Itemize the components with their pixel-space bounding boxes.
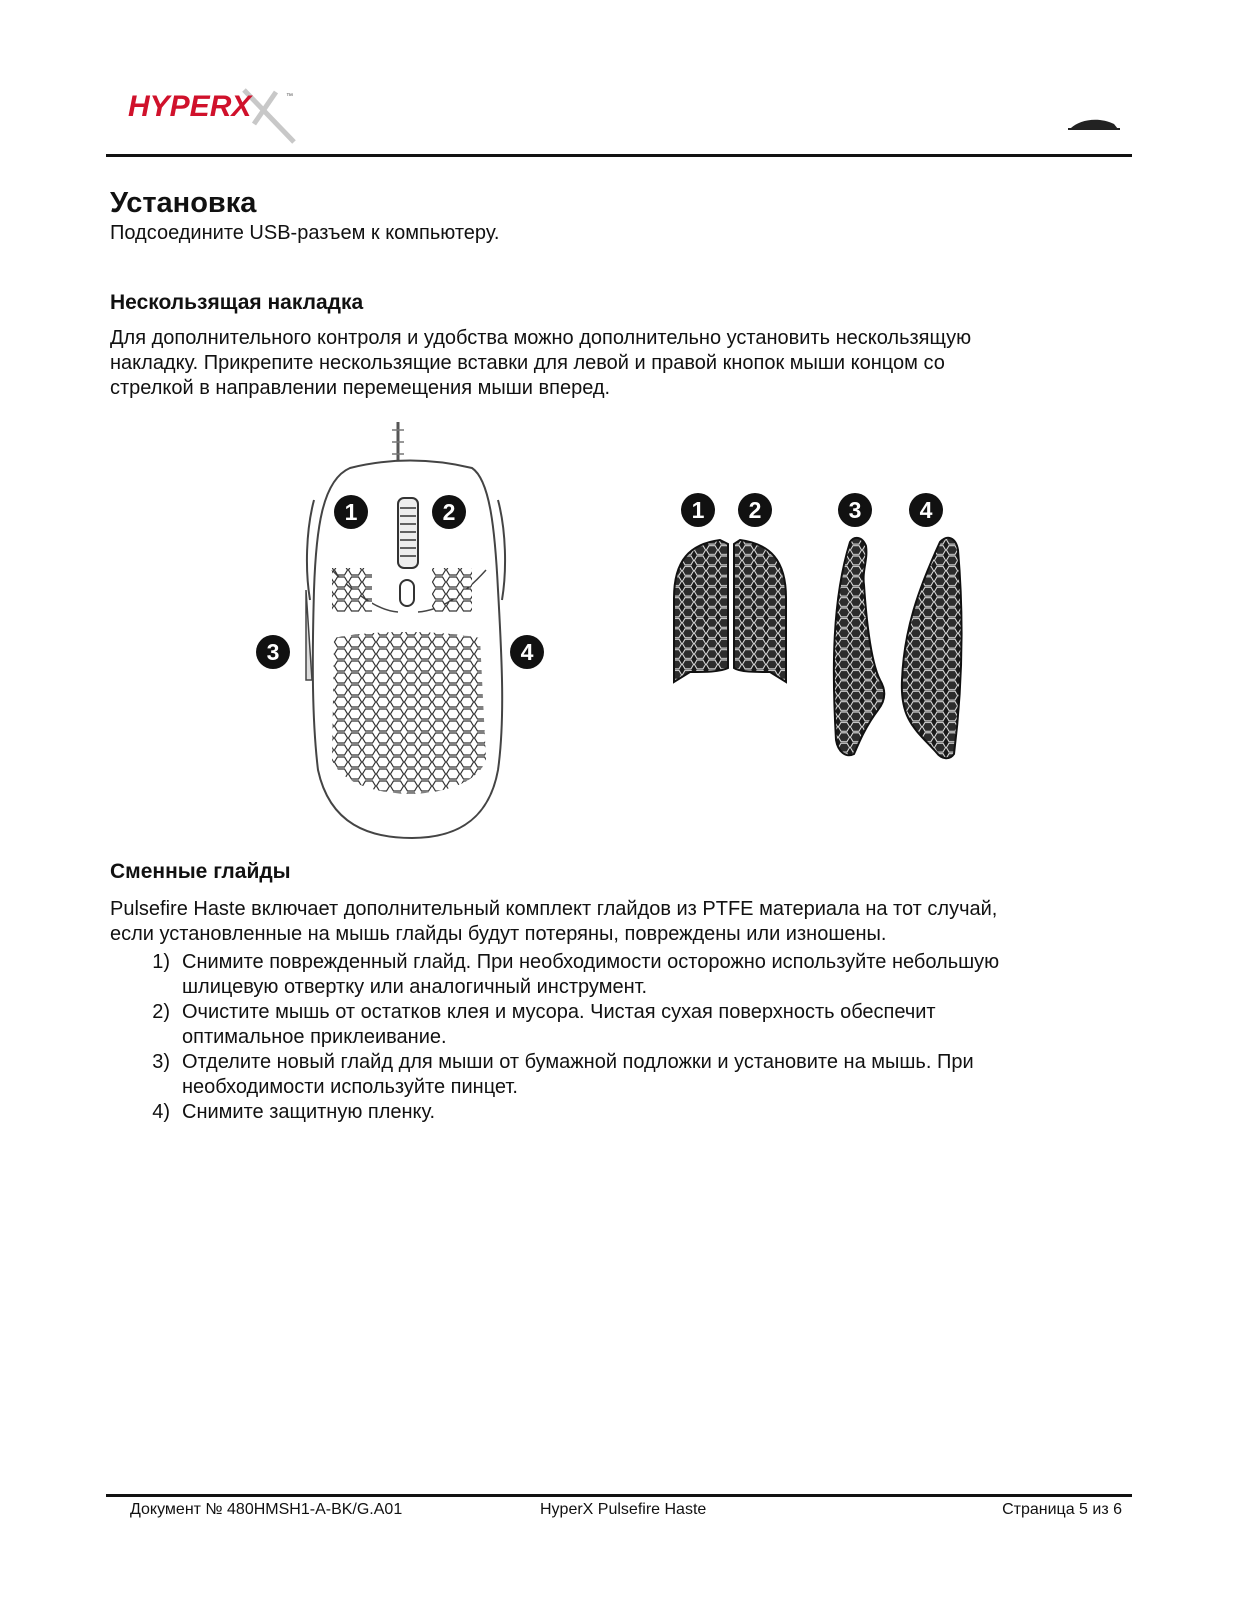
grip-tape-illustration [250,420,1010,860]
list-item-number: 4) [152,1101,170,1123]
list-item-number: 2) [152,1001,170,1023]
svg-text:2: 2 [442,499,456,525]
svg-text:™: ™ [286,93,293,100]
mouse-marker-2 [432,495,466,529]
glides-steps-list [110,950,1120,1125]
hyperx-logo [126,84,316,144]
svg-text:4: 4 [919,497,933,523]
section-title-installation: Установка [110,187,257,219]
svg-text:2: 2 [748,497,762,523]
svg-text:HYPERX: HYPERX [128,90,252,123]
grip-text-line: Для дополнительного контроля и удобства можно дополнительно установить нескользящую [110,327,972,349]
tape-marker-3 [838,493,872,527]
grip-tape-left-side [834,538,884,755]
svg-text:4: 4 [520,639,534,665]
grip-tape-right-side [902,538,962,758]
footer-divider [106,1494,1132,1497]
list-item-line: Очистите мышь от остатков клея и мусора. Чистая сухая поверхность обеспечит [182,1001,936,1023]
section-title-glides: Сменные глайды [110,860,291,883]
mouse-marker-3 [256,635,290,669]
page-header [106,78,1132,156]
grip-text-line: накладку. Прикрепите нескользящие вставки для левой и правой кнопок мыши концом со [110,352,945,374]
main-content [110,185,1120,401]
svg-text:1: 1 [344,499,358,525]
grip-tape-right-button [734,540,786,682]
list-item [110,1000,1120,1050]
list-item [110,950,1120,1000]
footer-doc-number: Документ № 480HMSH1-A-BK/G.A01 [130,1501,403,1518]
footer-page-number: Страница 5 из 6 [1002,1501,1122,1518]
mouse-silhouette-icon [1068,116,1120,132]
glides-intro-line: если установленные на мышь глайды будут потеряны, повреждены или изношены. [110,923,887,945]
list-item-number: 1) [152,951,170,973]
tape-marker-1 [681,493,715,527]
grip-tape-left-button [674,540,728,682]
list-item-line: оптимальное приклеивание. [182,1026,447,1048]
svg-text:3: 3 [848,497,862,523]
mouse-marker-4 [510,635,544,669]
list-item-line: Снимите защитную пленку. [182,1101,436,1123]
tape-marker-4 [909,493,943,527]
list-item-line: Снимите поврежденный глайд. При необходимости осторожно используйте небольшую [182,951,1000,973]
list-item [110,1050,1120,1100]
list-item-line: шлицевую отвертку или аналогичный инструмент. [182,976,648,998]
list-item [110,1100,1120,1125]
glides-intro [110,897,1120,947]
svg-text:3: 3 [266,639,280,665]
list-item-number: 3) [152,1051,170,1073]
list-item-line: Отделите новый глайд для мыши от бумажной подложки и установите на мышь. При [182,1051,974,1073]
section-title-grip: Нескользящая накладка [110,291,364,314]
list-item-line: необходимости используйте пинцет. [182,1076,518,1098]
glides-section [110,858,1120,947]
header-divider [106,154,1132,157]
mouse-top-view [306,422,505,838]
svg-text:1: 1 [691,497,705,523]
installation-text: Подсоедините USB-разъем к компьютеру. [110,222,500,244]
tape-marker-2 [738,493,772,527]
grip-text [110,326,1120,401]
mouse-marker-1 [334,495,368,529]
glides-intro-line: Pulsefire Haste включает дополнительный комплект глайдов из PTFE материала на тот случай, [110,898,998,920]
footer-product: HyperX Pulsefire Haste [540,1501,707,1518]
grip-text-line: стрелкой в направлении перемещения мыши вперед. [110,377,611,399]
